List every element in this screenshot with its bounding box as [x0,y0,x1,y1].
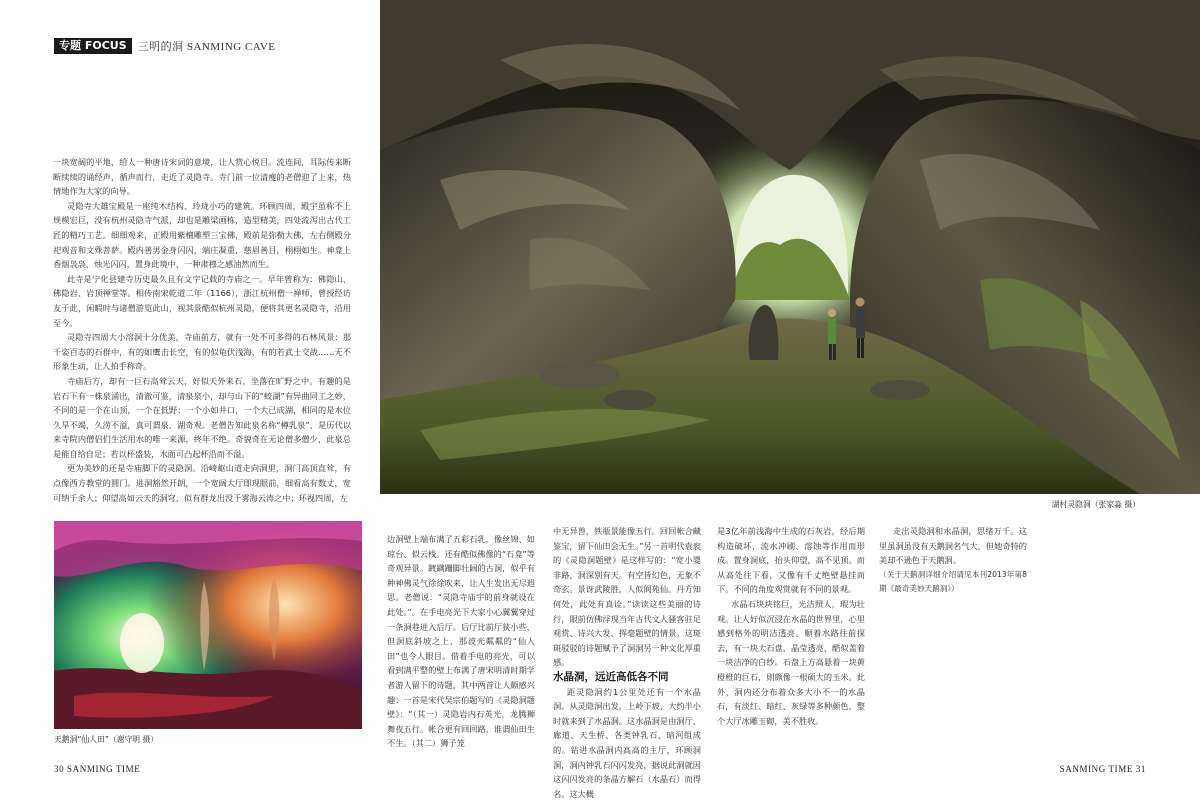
paragraph: 此寺是宁化县建寺历史最久且有文字记载的寺庙之一。早年曾称为：佛隐山、佛隐岩、岩顶禅堂等。相传南宋乾道二年（1166），浙江杭州僧一禅师，曾授经访友于此，闲暇时与诸僧游览此山，视其景酷似杭州灵隐，便将其更名灵隐寺，沿用至今。 [53,273,351,328]
small-photo-caption: 天鹅洞“仙人田”（谢守明 摄） [54,735,159,744]
section-subheading: 水晶洞，远近高低各不同 [553,670,669,683]
article-column-right-2 [879,524,1027,759]
page-folio-right: SANMING TIME 31 [1059,764,1146,774]
paragraph: 更为美妙的还是寺庙脚下的灵隐洞。沿崎岖山道走向洞里，洞门高顶直耸，有点像西方教堂的圆门。进洞豁然开朗，一个宽阔大厅即现眼前，细看高有数丈，宽可纳千余人；仰望高如云天的洞穹，似有群龙出没于雾海云涛之中；环视四周，左 [53,463,351,503]
paragraph: 寺庙后方，却有一巨石高耸云天，好似天外来石，坐落在旷野之中。有趣的是岩石下有一株泉涌出，清澈可鉴，清泉泉小，却与山下的“蛟湖”有异曲同工之妙，不同的是一个在山顶，一个在低野；一个小如井口，一个大已成湖，相同的是水位久旱不竭，久涝不溢，真可谓泉、湖奇观。老僧告知此泉名称“樽乳泉”，是历代以来寺院内僧侣们生活用水的唯一来源，终年不绝。奇貌奇在无论僧多僧少，此泉总是能自给自足；若以杯盛装，水面可凸起杯沿而不溢。 [53,375,351,459]
paragraph: 灵隐寺大雄宝殿是一座纯木结构、玲珑小巧的建筑。环顾四周，殿宇虽称不上规模宏巨，没有杭州灵隐寺气派，却也是雕梁画栋，造型精美，四处流泻出古代工匠的精巧工艺。细细观来，正殿用紫檀雕塑三宝佛，殿前是弥勒大佛，左右侧殿分祀观音和文殊菩萨。殿内善男金身闪闪，端庄凝重，慈眉善目，栩栩如生。神龛上香烟袅袅，烛光闪闪，置身此境中，一种肃穆之感油然而生。 [53,200,351,270]
page-folio-left: 30 SANMING TIME [54,764,141,774]
paragraph: 灵隐寺四周大小溶洞十分优美，寺庙前方，就有一处不可多得的石林风景：那千姿百态的石群中，有的如鹰击长空，有的似龟伏浅海，有的若武士交战……无不形象生动，让人拍手称奇。 [53,332,351,372]
section-title: 三明的洞 SANMING CAVE [137,41,276,53]
article-column-middle-2 [553,524,701,799]
paragraph: 一块宽阔的平地，给人一种唐诗宋词的意境，让人赏心悦目。流连间，耳际传来断断续续的诵经声，循声而行，走近了灵隐寺。寺门前一位清瘦的老僧迎了上来，热情地作为大家的向导。 [53,157,351,197]
article-column-middle-1 [387,532,535,757]
cave-photo-main [380,0,1200,494]
paragraph: 水晶石块块铭巨，光洁照人，瑕为壮观。让人好似沉浸在水晶的世界里，心里感到格外的明洁透亮。顺着水路往前探去，有一块大石盘，晶莹透亮，酷似盖着一块洁净的白纱。石盘上方高悬着一块黄橙橙的巨石，則颇像一根硕大的玉米。此外，洞内还分布着众多大小不一的水晶石，有淡红、暗红、灰绿等多种颜色，整个大厅冰雕玉砌，美不胜收。 [717,598,865,726]
cave-photo-illustration [380,0,1200,494]
paragraph: 中无异兽，铁瓶景能像五行。回回帐合藏鉴宝，留下仙田会无生。”另一首明代袁衮的《灵隐洞题壁》是这样写的：“宽小婴非路，洞深别有天。有空皆幻色，无象不奇玄。景讶武陵胜，人似阆苑仙。丹方知何处，此处有真诠。”读读这些美丽的诗行，眼前仿佛浮现当年古代文人骚客驻足观赏、诗兴大发、挥毫题壁的情景。这斑斑驳驳的诗题赋予了洞洞另一种文化厚重感。 [553,526,701,668]
reference-note: （关于天鹅洞详细介绍请见本刊2013年第8期《最奇美妙天鹅洞》） [879,569,1027,594]
cave-photo-illustration [54,521,362,729]
article-column-left [53,155,351,503]
article-column-right [717,524,865,759]
paragraph: 走出灵隐洞和水晶洞，思绪万千。这里虽洞虽没有天鹅洞名气大，但她奇特的美却不逊色于天鹅洞。 [879,526,1027,566]
paragraph: 边洞壁上端布满了五彩石乳，像丝锦、如琼台、似云栈。还有酷似佛像的“石龛”等奇观异景。踱蹒跚脚壮阔的古洞，似乎有种神佛灵气徐徐吹来，让人生发出无尽遐思。老僧说：“灵隐寺庙宇的前身就设在此处。”。在手电亮光下大家小心翼翼穿过一条洞巷进入后厅。后厅比前厅狭小些，但洞底斜坡之上，那波光粼粼的“仙人田”也令人眼目。借着手电的亮光，可以看到满平整的壁上布满了唐宋明清时期学者游人留下的诗题，其中两首让人颇感兴趣：一首是宋代吴宗伯题写的《灵隐洞题壁》：“（其一）灵隐岩内石英光，龙腾狮舞夜五行。帐合更有回回路，谁谓仙田生不生。（其二）狮子笼 [387,534,535,749]
section-header [54,38,276,54]
paragraph: 距灵隐洞约1公里处还有一个水晶洞。从灵隐洞出发，上岭下坡，大约半小时就来到了水晶洞。这水晶洞是由洞厅、廊道、天生桥、各类钟乳石、暗河组成的。钻进水晶洞内高高的主厅，环顾洞洞，洞内钟乳石闪闪发亮，据说此洞就因这闪闪发亮的条晶方解石（水晶石）而得名。这大概 [553,686,701,799]
section-tag: 专题 FOCUS [54,38,132,54]
paragraph: 是3亿年前浅海中生成的石灰岩，经后期构造破坏，流水冲刷、溶蚀等作用而形成。置身洞底，抬头仰望，高不见顶。而从高处往下看，又像有千丈绝壁悬挂而下。不同的角度观赏就有不同的景观。 [717,526,865,595]
main-photo-caption: 湖村灵隐洞（张家淼 摄） [1051,500,1140,509]
cave-photo-small [54,521,362,729]
